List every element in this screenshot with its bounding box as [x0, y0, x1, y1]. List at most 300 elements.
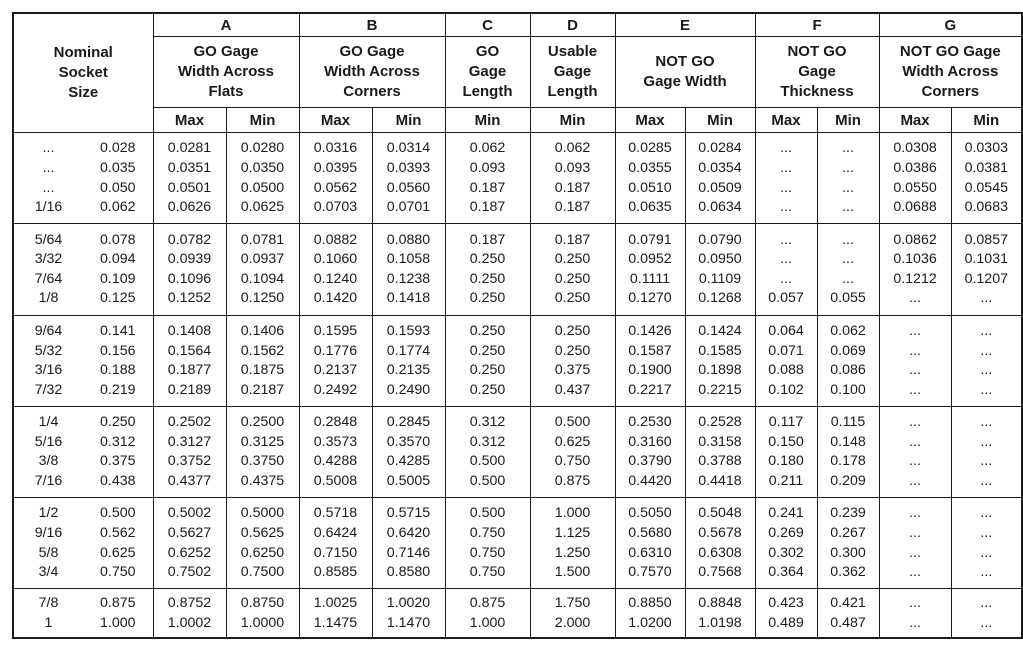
nominal-fraction-cell: [13, 406, 83, 497]
c-min-value: 0.750: [469, 564, 506, 581]
nominal-decimal-value: 0.141: [99, 322, 136, 339]
f-min-value: 0.267: [830, 525, 866, 542]
f-max-value: ...: [780, 270, 792, 287]
f-max-value: 0.364: [768, 564, 804, 581]
group-title-b: GO Gage Width Across Corners: [299, 37, 445, 108]
a-max-value: 0.1877: [167, 362, 212, 379]
e-min-cell: [685, 224, 755, 315]
d-min-value: 0.750: [554, 453, 591, 470]
b-min-cell: [372, 133, 445, 224]
nominal-decimal-value: 0.094: [99, 251, 136, 268]
a-min-value: 0.0625: [240, 199, 285, 216]
e-max-value: 0.0791: [628, 231, 672, 248]
g-max-value: ...: [909, 381, 921, 398]
group-title-row: [13, 37, 1022, 108]
g-min-cell: [951, 498, 1022, 589]
b-max-value: 0.0395: [313, 160, 358, 177]
nominal-fraction-cell: [13, 315, 83, 406]
a-min-value: 0.1094: [240, 270, 285, 287]
b-max-value: 0.1240: [313, 270, 358, 287]
nominal-fraction-value: 3/32: [34, 251, 63, 268]
g-min-value: 0.1207: [964, 270, 1008, 287]
g-max-value: ...: [909, 505, 921, 522]
group-title-a: GO Gage Width Across Flats: [153, 37, 299, 108]
d-min-value: 0.625: [554, 433, 591, 450]
d-min-cell: [530, 315, 615, 406]
a-min-value: 0.0350: [240, 160, 285, 177]
f-min-value: 0.362: [830, 564, 866, 581]
c-min-value: 0.875: [469, 595, 506, 612]
d-min-value: 0.437: [554, 381, 591, 398]
a-max-value: 0.1096: [167, 270, 212, 287]
g-max-value: ...: [909, 433, 921, 450]
a-max-value: 0.0782: [167, 231, 212, 248]
g-min-value: 0.0545: [964, 179, 1008, 196]
d-min-value: 1.500: [554, 564, 591, 581]
e-max-value: 0.1426: [628, 322, 672, 339]
g-min-cell: [951, 315, 1022, 406]
b-max-value: 0.2848: [313, 414, 358, 431]
b-max-value: 0.1060: [313, 251, 358, 268]
b-min-value: 0.0393: [386, 160, 431, 177]
max-min-row: [13, 108, 1022, 133]
f-max-value: 0.241: [768, 505, 804, 522]
c-min-value: 0.500: [469, 453, 506, 470]
f-max-value: 0.489: [768, 614, 804, 631]
e-min-value: 0.3158: [698, 433, 742, 450]
table-row-block: [13, 224, 1022, 315]
e-min-value: 0.0284: [698, 140, 742, 157]
c-min-cell: [445, 498, 530, 589]
b-min-value: 0.2845: [386, 414, 431, 431]
e-max-value: 0.0635: [628, 199, 672, 216]
b-max-value: 0.1776: [313, 342, 358, 359]
nominal-fraction-value: 9/16: [34, 525, 63, 542]
b-max-value: 1.0025: [313, 595, 358, 612]
nominal-decimal-value: 1.000: [99, 614, 136, 631]
b-min-value: 0.1593: [386, 322, 431, 339]
f-min-value: ...: [842, 251, 854, 268]
f-max-value: 0.150: [768, 433, 804, 450]
f-min-value: ...: [842, 231, 854, 248]
d-min-value: 0.250: [554, 342, 591, 359]
group-letter-row: [13, 13, 1022, 37]
b-max-value: 0.5008: [313, 472, 358, 489]
nominal-decimal-value: 0.562: [99, 525, 136, 542]
g-max-value: ...: [909, 564, 921, 581]
nominal-decimal-value: 0.062: [99, 199, 136, 216]
b-min-value: 0.1774: [386, 342, 431, 359]
b-max-value: 0.7150: [313, 544, 358, 561]
g-max-value: 0.0862: [893, 231, 937, 248]
a-max-cell: [153, 224, 226, 315]
a-max-value: 0.2502: [167, 414, 212, 431]
c-min-value: 0.187: [469, 179, 506, 196]
d-min-value: 0.250: [554, 322, 591, 339]
a-max-value: 0.0501: [167, 179, 212, 196]
nominal-size-header: Nominal Socket Size: [13, 13, 153, 133]
e-max-value: 0.0285: [628, 140, 672, 157]
f-max-value: ...: [780, 251, 792, 268]
b-max-value: 0.0316: [313, 140, 358, 157]
b-min-value: 0.0314: [386, 140, 431, 157]
group-title-d: Usable Gage Length: [530, 37, 615, 108]
f-min-cell: [817, 224, 879, 315]
table-row-block: [13, 589, 1022, 638]
g-max-cell: [879, 589, 951, 638]
b-min-header: Min: [372, 108, 445, 133]
d-min-value: 0.375: [554, 362, 591, 379]
g-max-cell: [879, 498, 951, 589]
a-max-cell: [153, 589, 226, 638]
g-max-value: ...: [909, 453, 921, 470]
a-max-value: 0.4377: [167, 472, 212, 489]
a-min-value: 0.1562: [240, 342, 285, 359]
c-min-value: 0.500: [469, 472, 506, 489]
e-min-cell: [685, 498, 755, 589]
g-min-value: ...: [980, 290, 993, 307]
b-min-value: 0.1058: [386, 251, 431, 268]
d-min-cell: [530, 133, 615, 224]
c-min-cell: [445, 589, 530, 638]
nominal-fraction-value: 1/16: [34, 199, 63, 216]
e-min-header: Min: [685, 108, 755, 133]
c-min-value: 0.500: [469, 505, 506, 522]
g-max-value: ...: [909, 414, 921, 431]
f-max-cell: [755, 589, 817, 638]
g-max-value: ...: [909, 362, 921, 379]
g-max-cell: [879, 224, 951, 315]
nominal-decimal-value: 0.500: [99, 505, 136, 522]
e-min-value: 0.4418: [698, 472, 742, 489]
e-max-value: 0.3160: [628, 433, 672, 450]
d-min-value: 0.062: [554, 140, 591, 157]
nominal-decimal-cell: [83, 589, 153, 638]
f-max-cell: [755, 406, 817, 497]
g-max-value: ...: [909, 472, 921, 489]
b-min-value: 1.1470: [386, 614, 431, 631]
e-max-value: 0.5680: [628, 525, 672, 542]
b-max-value: 1.1475: [313, 614, 358, 631]
a-min-value: 0.5625: [240, 525, 285, 542]
a-max-value: 0.5627: [167, 525, 212, 542]
nominal-decimal-value: 0.219: [99, 381, 136, 398]
g-max-value: 0.0308: [893, 140, 937, 157]
g-max-value: ...: [909, 525, 921, 542]
nominal-fraction-value: 5/32: [34, 342, 63, 359]
f-min-value: 0.055: [830, 290, 866, 307]
f-max-value: 0.117: [768, 414, 804, 431]
group-title-c: GO Gage Length: [445, 37, 530, 108]
b-min-value: 0.1238: [386, 270, 431, 287]
f-min-cell: [817, 315, 879, 406]
c-min-header: Min: [445, 108, 530, 133]
d-min-value: 1.125: [554, 525, 591, 542]
f-max-header: Max: [755, 108, 817, 133]
g-min-value: 0.0303: [964, 140, 1008, 157]
f-min-value: 0.062: [830, 322, 866, 339]
f-min-value: ...: [842, 199, 854, 216]
d-min-value: 1.750: [554, 595, 591, 612]
g-max-value: ...: [909, 614, 921, 631]
e-min-value: 0.0634: [698, 199, 742, 216]
a-min-value: 0.2500: [240, 414, 285, 431]
f-min-value: 0.100: [830, 381, 866, 398]
a-min-value: 0.3750: [240, 453, 285, 470]
f-min-value: ...: [842, 270, 854, 287]
c-min-cell: [445, 133, 530, 224]
b-min-value: 0.3570: [386, 433, 431, 450]
g-min-value: ...: [980, 472, 993, 489]
nominal-fraction-value: 1: [44, 614, 53, 631]
table-row-block: [13, 315, 1022, 406]
nominal-decimal-value: 0.125: [99, 290, 136, 307]
b-min-value: 1.0020: [386, 595, 431, 612]
e-max-cell: [615, 224, 685, 315]
g-min-value: ...: [980, 453, 993, 470]
b-min-value: 0.0880: [386, 231, 431, 248]
f-max-cell: [755, 498, 817, 589]
d-min-cell: [530, 498, 615, 589]
nominal-decimal-value: 0.109: [99, 270, 136, 287]
e-max-value: 1.0200: [628, 614, 672, 631]
f-max-value: 0.064: [768, 322, 804, 339]
b-max-cell: [299, 589, 372, 638]
e-min-value: 0.2215: [698, 381, 742, 398]
e-min-value: 0.3788: [698, 453, 742, 470]
e-max-value: 0.2530: [628, 414, 672, 431]
nominal-fraction-value: 3/4: [38, 564, 59, 581]
f-min-value: 0.086: [830, 362, 866, 379]
g-min-value: ...: [980, 414, 993, 431]
nominal-fraction-value: 5/16: [34, 433, 63, 450]
b-max-cell: [299, 315, 372, 406]
e-min-value: 0.1898: [698, 362, 742, 379]
d-min-value: 1.250: [554, 544, 591, 561]
nominal-fraction-value: 1/4: [38, 414, 59, 431]
e-min-value: 0.1268: [698, 290, 742, 307]
a-max-value: 0.0281: [167, 140, 212, 157]
a-max-value: 1.0002: [167, 614, 212, 631]
d-min-value: 0.250: [554, 290, 591, 307]
nominal-fraction-cell: [13, 589, 83, 638]
b-max-value: 0.2492: [313, 381, 358, 398]
a-min-cell: [226, 498, 299, 589]
e-max-cell: [615, 589, 685, 638]
f-max-value: ...: [780, 199, 792, 216]
f-min-value: ...: [842, 179, 854, 196]
a-max-value: 0.0351: [167, 160, 212, 177]
g-min-value: ...: [980, 544, 993, 561]
b-max-value: 0.0882: [313, 231, 358, 248]
a-min-value: 0.1406: [240, 322, 285, 339]
g-min-header: Min: [951, 108, 1022, 133]
f-min-value: ...: [842, 140, 854, 157]
a-min-value: 0.0500: [240, 179, 285, 196]
a-max-value: 0.6252: [167, 544, 212, 561]
nominal-fraction-value: 1/8: [38, 290, 59, 307]
e-max-value: 0.8850: [628, 595, 672, 612]
e-min-value: 0.0354: [698, 160, 742, 177]
table-row-block: [13, 498, 1022, 589]
f-min-value: 0.178: [830, 453, 866, 470]
nominal-decimal-cell: [83, 315, 153, 406]
d-min-value: 1.000: [554, 505, 591, 522]
a-max-value: 0.0939: [167, 251, 212, 268]
c-min-value: 0.250: [469, 251, 506, 268]
a-max-cell: [153, 406, 226, 497]
g-min-value: ...: [980, 362, 993, 379]
nominal-decimal-value: 0.312: [99, 433, 136, 450]
group-letter-d: D: [530, 13, 615, 37]
g-max-cell: [879, 133, 951, 224]
c-min-value: 0.187: [469, 199, 506, 216]
f-min-value: 0.148: [830, 433, 866, 450]
nominal-fraction-value: 7/16: [34, 472, 63, 489]
nominal-decimal-value: 0.438: [99, 472, 136, 489]
d-min-value: 2.000: [554, 614, 591, 631]
f-min-cell: [817, 406, 879, 497]
b-min-value: 0.2490: [386, 381, 431, 398]
a-max-value: 0.1408: [167, 322, 212, 339]
g-min-value: ...: [980, 614, 993, 631]
a-max-cell: [153, 498, 226, 589]
b-max-value: 0.1420: [313, 290, 358, 307]
g-max-value: ...: [909, 595, 921, 612]
e-min-value: 0.6308: [698, 544, 742, 561]
group-letter-e: E: [615, 13, 755, 37]
e-max-cell: [615, 498, 685, 589]
g-min-value: ...: [980, 381, 993, 398]
b-min-value: 0.5005: [386, 472, 431, 489]
g-min-value: 0.0857: [964, 231, 1008, 248]
e-min-value: 1.0198: [698, 614, 742, 631]
c-min-value: 0.250: [469, 290, 506, 307]
e-max-value: 0.2217: [628, 381, 672, 398]
g-min-value: 0.0683: [964, 199, 1008, 216]
a-min-value: 0.0937: [240, 251, 285, 268]
nominal-decimal-value: 0.188: [99, 362, 136, 379]
b-min-value: 0.8580: [386, 564, 431, 581]
a-min-cell: [226, 315, 299, 406]
d-min-value: 0.187: [554, 231, 591, 248]
g-min-value: ...: [980, 322, 993, 339]
b-min-cell: [372, 406, 445, 497]
c-min-value: 1.000: [469, 614, 506, 631]
nominal-decimal-value: 0.035: [99, 160, 136, 177]
d-min-value: 0.187: [554, 179, 591, 196]
g-min-value: ...: [980, 525, 993, 542]
e-min-cell: [685, 133, 755, 224]
d-min-value: 0.093: [554, 160, 591, 177]
e-max-value: 0.1587: [628, 342, 672, 359]
a-min-value: 0.3125: [240, 433, 285, 450]
g-min-value: ...: [980, 595, 993, 612]
a-min-cell: [226, 224, 299, 315]
d-min-value: 0.500: [554, 414, 591, 431]
e-min-cell: [685, 315, 755, 406]
c-min-cell: [445, 224, 530, 315]
e-min-value: 0.5678: [698, 525, 742, 542]
a-max-value: 0.2189: [167, 381, 212, 398]
c-min-value: 0.750: [469, 544, 506, 561]
table-row-block: [13, 133, 1022, 224]
nominal-fraction-value: 5/64: [34, 231, 63, 248]
d-min-cell: [530, 406, 615, 497]
f-min-value: 0.300: [830, 544, 866, 561]
g-max-cell: [879, 315, 951, 406]
a-max-value: 0.0626: [167, 199, 212, 216]
g-min-cell: [951, 406, 1022, 497]
nominal-decimal-value: 0.250: [99, 414, 136, 431]
b-min-cell: [372, 589, 445, 638]
nominal-fraction-value: 7/64: [34, 270, 63, 287]
d-min-value: 0.187: [554, 199, 591, 216]
e-max-value: 0.0510: [628, 179, 672, 196]
table-row-block: [13, 406, 1022, 497]
d-min-value: 0.875: [554, 472, 591, 489]
a-min-value: 0.4375: [240, 472, 285, 489]
group-title-e: NOT GO Gage Width: [615, 37, 755, 108]
f-max-value: 0.211: [768, 472, 804, 489]
b-max-cell: [299, 498, 372, 589]
g-max-value: ...: [909, 290, 921, 307]
a-max-value: 0.3752: [167, 453, 212, 470]
group-title-f: NOT GO Gage Thickness: [755, 37, 879, 108]
f-min-value: 0.115: [830, 414, 866, 431]
f-max-value: 0.057: [768, 290, 804, 307]
a-max-value: 0.1564: [167, 342, 212, 359]
g-max-value: ...: [909, 544, 921, 561]
b-min-cell: [372, 315, 445, 406]
nominal-fraction-cell: [13, 133, 83, 224]
f-min-value: ...: [842, 160, 854, 177]
a-max-value: 0.3127: [167, 433, 212, 450]
nominal-decimal-value: 0.028: [99, 140, 136, 157]
c-min-value: 0.312: [469, 414, 506, 431]
a-max-value: 0.1252: [167, 290, 212, 307]
b-max-value: 0.4288: [313, 453, 358, 470]
e-max-value: 0.0952: [628, 251, 672, 268]
e-min-value: 0.1585: [698, 342, 742, 359]
d-min-cell: [530, 224, 615, 315]
b-min-cell: [372, 498, 445, 589]
g-min-cell: [951, 589, 1022, 638]
b-max-value: 0.3573: [313, 433, 358, 450]
f-min-value: 0.069: [830, 342, 866, 359]
c-min-value: 0.062: [469, 140, 506, 157]
nominal-decimal-cell: [83, 133, 153, 224]
g-min-cell: [951, 133, 1022, 224]
e-max-value: 0.3790: [628, 453, 672, 470]
f-max-cell: [755, 224, 817, 315]
b-max-cell: [299, 224, 372, 315]
f-min-value: 0.239: [830, 505, 866, 522]
nominal-decimal-value: 0.375: [99, 453, 136, 470]
g-max-value: 0.0550: [893, 179, 937, 196]
e-min-value: 0.0509: [698, 179, 742, 196]
c-min-cell: [445, 315, 530, 406]
nominal-fraction-value: 7/32: [34, 381, 63, 398]
c-min-value: 0.250: [469, 342, 506, 359]
a-min-cell: [226, 133, 299, 224]
a-min-cell: [226, 406, 299, 497]
group-letter-c: C: [445, 13, 530, 37]
f-min-cell: [817, 498, 879, 589]
a-min-value: 0.0280: [240, 140, 285, 157]
g-max-value: ...: [909, 322, 921, 339]
group-letter-b: B: [299, 13, 445, 37]
